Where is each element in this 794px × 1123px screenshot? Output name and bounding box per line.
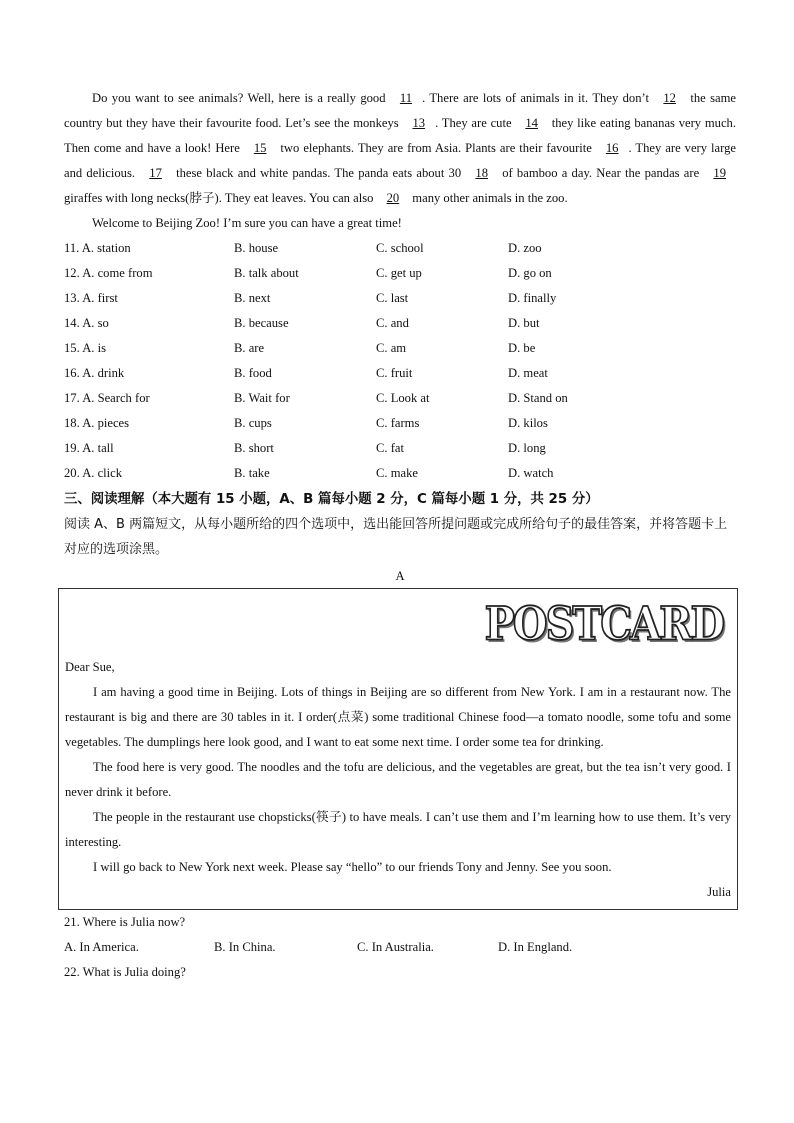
option-a: 15. A. is bbox=[64, 341, 106, 355]
cloze-text: these black and white pandas. The panda eats about 30 bbox=[171, 166, 466, 180]
q21-option-a: A. In America. bbox=[64, 940, 139, 954]
cloze-text: many other animals in the zoo. bbox=[409, 191, 568, 205]
q21-option-b: B. In China. bbox=[214, 940, 276, 954]
option-a: 18. A. pieces bbox=[64, 416, 130, 430]
cloze-blank: 13 bbox=[412, 116, 426, 130]
cloze-blank: 17 bbox=[149, 166, 162, 180]
option-c: C. school bbox=[376, 241, 424, 255]
option-c: C. last bbox=[376, 291, 409, 305]
option-d: D. kilos bbox=[508, 416, 548, 430]
section-title: 三、阅读理解（本大题有 15 小题，A、B 篇每小题 2 分，C 篇每小题 1 分，共 25 分） bbox=[64, 492, 599, 507]
option-c: C. am bbox=[376, 341, 407, 355]
cloze-text: . They are very large and delicious. bbox=[64, 141, 736, 180]
option-a: 12. A. come from bbox=[64, 266, 153, 280]
postcard-logo bbox=[59, 597, 737, 655]
option-d: D. be bbox=[508, 341, 536, 355]
option-b: B. talk about bbox=[234, 266, 299, 280]
cloze-blank: 19 bbox=[713, 166, 727, 180]
cloze-passage bbox=[64, 86, 736, 211]
cloze-blank: 18 bbox=[475, 166, 488, 180]
option-c: C. make bbox=[376, 466, 418, 480]
option-d: D. go on bbox=[508, 266, 552, 280]
option-row bbox=[64, 311, 736, 336]
option-a: 17. A. Search for bbox=[64, 391, 150, 405]
option-a: 20. A. click bbox=[64, 466, 123, 480]
option-b: B. short bbox=[234, 441, 274, 455]
option-b: B. food bbox=[234, 366, 272, 380]
option-b: B. take bbox=[234, 466, 270, 480]
option-c: C. fruit bbox=[376, 366, 413, 380]
cloze-text: giraffes with long necks(脖子). They eat leaves. You can also bbox=[64, 191, 377, 205]
option-row bbox=[64, 411, 736, 436]
option-d: D. zoo bbox=[508, 241, 542, 255]
section-instruction: 阅读 A、B 两篇短文，从每小题所给的四个选项中，选出能回答所提问题或完成所给句子的最佳答案，并将答题卡上对应的选项涂黑。 bbox=[64, 517, 728, 557]
option-d: D. meat bbox=[508, 366, 548, 380]
option-c: C. farms bbox=[376, 416, 420, 430]
option-row bbox=[64, 461, 736, 486]
option-row bbox=[64, 436, 736, 461]
question-21-options bbox=[64, 935, 736, 960]
option-b: B. next bbox=[234, 291, 271, 305]
option-row bbox=[64, 286, 736, 311]
cloze-text: Do you want to see animals? Well, here is a really good bbox=[92, 91, 390, 105]
question-22: 22. What is Julia doing? bbox=[64, 965, 186, 979]
option-b: B. are bbox=[234, 341, 265, 355]
postcard-paragraph: I am having a good time in Beijing. Lots of things in Beijing are so different from New York. I am in a restaurant now. The restaurant is big and there are 30 tables in it. I order(点菜) some traditional Chinese food—a tomato noodle, some tofu and some vegetables. The dumplings here look good, and I want to eat some next time. I order some tea for drinking. bbox=[65, 685, 731, 749]
postcard-paragraph: I will go back to New York next week. Please say “hello” to our friends Tony and Jenny. See you soon. bbox=[93, 860, 612, 874]
cloze-text: . There are lots of animals in it. They don’t bbox=[422, 91, 654, 105]
option-b: B. Wait for bbox=[234, 391, 290, 405]
cloze-options bbox=[64, 236, 736, 486]
option-row bbox=[64, 386, 736, 411]
cloze-text: of bamboo a day. Near the pandas are bbox=[497, 166, 704, 180]
option-c: C. get up bbox=[376, 266, 422, 280]
passage-label: A bbox=[395, 569, 405, 583]
option-row bbox=[64, 336, 736, 361]
cloze-blank: 16 bbox=[605, 141, 619, 155]
cloze-text: . They are cute bbox=[435, 116, 516, 130]
cloze-closing: Welcome to Beijing Zoo! I’m sure you can have a great time! bbox=[92, 216, 402, 230]
option-b: B. because bbox=[234, 316, 289, 330]
cloze-blank: 15 bbox=[253, 141, 267, 155]
option-c: C. Look at bbox=[376, 391, 430, 405]
option-row bbox=[64, 261, 736, 286]
option-a: 14. A. so bbox=[64, 316, 109, 330]
cloze-text: two elephants. They are from Asia. Plants are their favourite bbox=[276, 141, 596, 155]
option-a: 16. A. drink bbox=[64, 366, 125, 380]
option-b: B. house bbox=[234, 241, 279, 255]
cloze-text: the same country but they have their favourite food. Let’s see the monkeys bbox=[64, 91, 736, 130]
option-row bbox=[64, 361, 736, 386]
option-c: C. fat bbox=[376, 441, 404, 455]
postcard-paragraph: The people in the restaurant use chopsticks(筷子) to have meals. I can’t use them and I’m learning how to use them. It’s very interesting. bbox=[65, 810, 731, 849]
cloze-blank: 20 bbox=[386, 191, 400, 205]
option-b: B. cups bbox=[234, 416, 272, 430]
option-row bbox=[64, 236, 736, 261]
cloze-text: they like eating bananas very much. Then come and have a look! Here bbox=[64, 116, 736, 155]
option-c: C. and bbox=[376, 316, 409, 330]
postcard-box bbox=[58, 588, 738, 910]
option-d: D. Stand on bbox=[508, 391, 568, 405]
q21-option-d: D. In England. bbox=[498, 940, 573, 954]
postcard-paragraph: The food here is very good. The noodles and the tofu are delicious, and the vegetables are great, but the tea isn’t very good. I never drink it before. bbox=[65, 760, 731, 799]
postcard-greeting: Dear Sue, bbox=[65, 660, 115, 674]
postcard-signature: Julia bbox=[707, 885, 731, 899]
option-a: 19. A. tall bbox=[64, 441, 114, 455]
cloze-blank: 11 bbox=[399, 91, 413, 105]
option-d: D. long bbox=[508, 441, 546, 455]
option-d: D. watch bbox=[508, 466, 554, 480]
question-21: 21. Where is Julia now? bbox=[64, 915, 186, 929]
postcard-logo-text: POSTCARD bbox=[484, 597, 723, 652]
option-a: 13. A. first bbox=[64, 291, 118, 305]
cloze-blank: 12 bbox=[663, 91, 676, 105]
exam-page bbox=[64, 86, 736, 985]
option-d: D. but bbox=[508, 316, 540, 330]
option-a: 11. A. station bbox=[64, 241, 131, 255]
cloze-blank: 14 bbox=[525, 116, 538, 130]
q21-option-c: C. In Australia. bbox=[357, 940, 434, 954]
option-d: D. finally bbox=[508, 291, 557, 305]
